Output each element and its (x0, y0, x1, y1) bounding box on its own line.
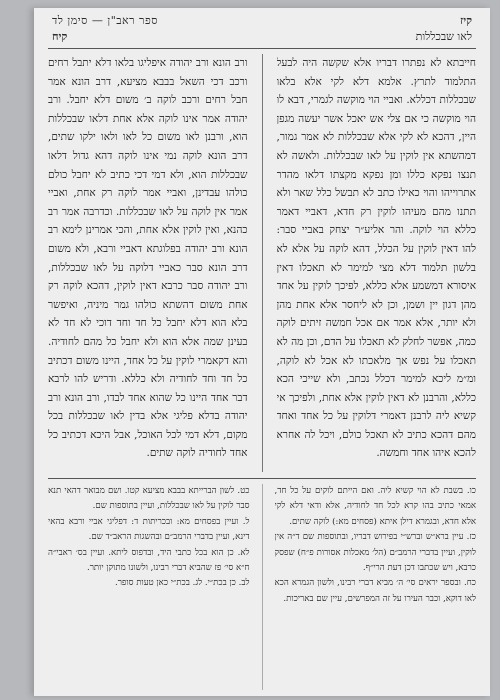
header-rule (48, 48, 476, 49)
footnotes (48, 484, 476, 690)
footnote: כח. ובספר יראים סי׳ ה׳ מביא דברי רבינו, ולשון הגמרא הכא לאו דוקא, וכבר העירו על זה המפרשים, עיין שם באריכות. (274, 578, 476, 604)
footnote: כז. עיין ברא״ש וברש״י בפירוש דבריו, ובתוספות שם ד״ה אין לוקין, ועיין בדברי הרמב״ם (הל׳ מאכלות אסורות פ״ח) שפסק כרבא, ויש שכתבו דכן דעת הרי״ף. (274, 532, 476, 574)
page-number: קיז (460, 14, 472, 27)
footnote: כו. בשבת לא הוי קשיא ליה. ואם הייתם לוקים על כל חד, אמאי כתיב בהו קרא לכל חד לחודיה, אלא ודאי דלא לקי אלא חדא, ובגמרא דילן איתא (פסחים מא:) לוקה שתים. (274, 486, 476, 527)
footnotes-left-column (48, 484, 250, 690)
footnotes-right-column (275, 484, 477, 690)
running-head (34, 8, 490, 60)
running-subhead-line (52, 30, 472, 43)
right-column (277, 54, 477, 472)
book-title: ספר ראב"ן — סימן לד (52, 14, 158, 27)
footnote-separator (48, 478, 476, 479)
footnote: ל. ועיין בפסחים מא: ובכריתות ד: דפליגי אביי ורבא בהאי דינא, ועיין בדברי הרמב״ם ובהשגות הראב״ד שם. (48, 516, 250, 543)
folio-number: קיח (52, 30, 68, 43)
column-divider (262, 54, 263, 472)
footnote-column-divider (262, 484, 263, 690)
footnote: לא. כן הוא בכל כתבי היד, ובדפוס ליתא. ועיין בס׳ ראבי״ה ח״א סי׳ פז שהביא דברי רבינו, ולשונו מתוקן יותר. (48, 547, 250, 574)
footnote: לב. כן בכת״י. לג. בכת״י כאן טעות סופר. (114, 578, 250, 589)
left-column (48, 54, 248, 472)
left-column-text: ורב הונא ורב יהודה איפליגו בלאו דלא יתבל רחים ורכב דכי השאל בבבא מציעא, דרב הונא אמר חבל רחים ורכב לוקה ב׳ משום דלא יחבל. ורב יהודה אמר אינו לוקה אלא אחת דלאו שבכללות הוא, ורבנן לאו משום כל לאו ולאו ילקו שתים, דרב הונא לוקה נמי אינו לוקה דהא גדול דלאו שבכללות הוא, ולא דמי דכי כתיב לא יחבל כולם כולהו עבדינן, ואביי אמר לוקה רק אחת, ואביי אמר אין לוקה על לאו שבכללות. וכדרבה אמר רב כהנא, ואין לוקין אלא אחת, והכי אמרינן לימא רב הונא ורב יהודה בפלוגתא דאביי ורבא, ולא משום דרב הונא סבר כאביי דלוקה על לאו שבכללות, ורב יהודה סבר כרבא דאין לוקין, דהכא לוקה רק אחת משום דהשתא כולהו גמר מיניה, ואיפשר בלא הוא דלא יחבל כל חד וחד דוכי לא חד לא בעינן שמה אלא הוא ולא יחבל כל מהם לחודיה. והא דקאמרי לוקין על כל אחד, היינו משום דכתיב כל חד וחד לחודיה ולא כללא. ודריש להו לרבא דבר אחד היינו כל שהוא אחד לבדו, ורב הונא ורב יהודה בדלא פליגי אלא בדין לאו שבכללות בכל מקום, דלא דמי לכל האוכל, אבל היכא דכתיב כל אחד לחודיה לוקה שתים. (48, 57, 248, 460)
right-column-text: חייבתא לא נפתרו דבריו אלא שקשה היה לבעל התלמוד לתרץ. אלמא דלא לקי אלא בלאו שבכללות דכללא. ואביי הוי מוקשה לגמרי, דבא לו הוי מוקשה כי אם צלי אש יאכל אשר יעשה מגפן היין, דהכא לא לקי אלא שבכללות לא אמר גמור, דמהשתא אין לוקין על לאו שבכללות. ולאשה לא תנצו נפקא כללו ומן נפקא מקצתו דלאו מהדר אתרוייהו והוי כאילו כתב לא תבשל כלל שאר ולא תתנו מהם מעיהו לוקין רק חדא, דאביי דאמר כללא הוי לוקה. והר אליע״ר יצחק באביי סבר: להו דאין לוקין על הכלל, דהא לוקה על אלא לא בלשון תלמוד דלא מצי למימר לא תאכלו דאין איסורא דמשמע אלא כללא, לפיכך לוקין על אחד מהן דגון יין ושמן, וכן לא ליחסר אלא אחת מהן ולא יותר, אלא אמר אם אכל חמשה זיתים לוקה כמה, אפשר לחלק לא תאכלו על הדם, וכן מה לא תאכלו על נפש אך מלאכתו לא אכל לא לוקה, ומ״מ ליכא למימר דכלל נכתב, ולא שייכי הכא כללא, והרבנן לא דאין לוקין אלא אחת, ולפיכך אי קשיא ליה לרבנן דאמרי דלוקין על כל אחד ואחד מהם דהכא כתיב לא תאכל כולם, ויכל לה אחרא להכא איהו אחד וחמשה. (276, 57, 476, 460)
footnote: כט. לשון הברייתא בבבא מציעא קטו. ושם מבואר דהאי תנא סבר לוקין על לאו שבכללות, ועיין בתוספות שם. (48, 486, 250, 512)
main-text (48, 54, 476, 472)
running-head-line (52, 14, 472, 27)
section-title: לאו שבכללות (415, 30, 472, 43)
book-page (34, 8, 490, 696)
